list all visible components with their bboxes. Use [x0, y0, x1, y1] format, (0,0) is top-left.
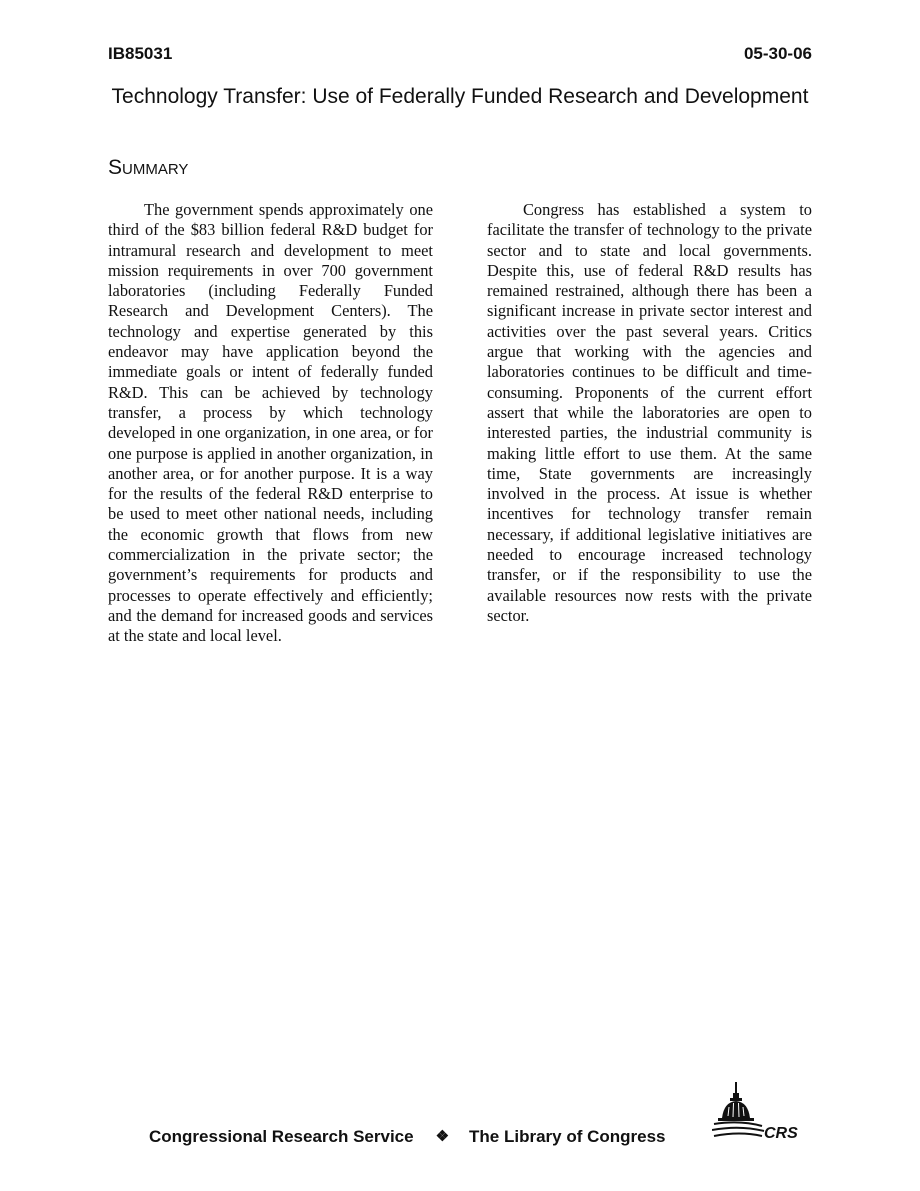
footer-library-name: The Library of Congress	[469, 1127, 666, 1146]
footer-separator-icon: ❖	[435, 1128, 450, 1145]
footer-crs-name: Congressional Research Service	[149, 1127, 414, 1146]
page-header	[108, 44, 812, 64]
document-id: IB85031	[108, 44, 173, 63]
document-title: Technology Transfer: Use of Federally Funded Research and Development	[111, 85, 809, 108]
crs-logo-text: CRS	[764, 1125, 798, 1142]
document-date: 05-30-06	[743, 44, 812, 63]
page-footer	[149, 1126, 666, 1148]
summary-left-column: The government spends approximately one third of the $83 billion federal R&D budget for intramural research and development to meet mission requirements in over 700 government laboratories (including Federally Funded Research and Development Centers). The technology and expertise generated by this endeavor may have application beyond the immediate goals or intent of federally funded R&D. This can be achieved by technology transfer, a process by which technology developed in one organization, in one area, or for one purpose is applied in another organization, in another area, or for another purpose. It is a way for the results of the federal R&D enterprise to be used to meet other national needs, including the economic growth that flows from new commercialization in the private sector; the government’s requirements for products and processes to operate effectively and efficiently; and the demand for increased goods and services at the state and local level.	[108, 200, 433, 646]
summary-right-column: Congress has established a system to facilitate the transfer of technology to the private sector and to state and local governments. Despite this, use of federal R&D results has remained restrained, although there has been a significant increase in private sector interest and activities over the past several years. Critics argue that working with the agencies and laboratories continues to be difficult and time-consuming. Proponents of the current effort assert that while the laboratories are open to interested parties, the industrial community is making little effort to use them. At the same time, State governments are increasingly involved in the process. At issue is whether incentives for technology transfer remain necessary, if additional legislative initiatives are needed to encourage increased technology transfer, or if the responsibility to use the available resources now rests with the private sector.	[487, 200, 812, 625]
summary-heading: Summary	[108, 156, 189, 179]
